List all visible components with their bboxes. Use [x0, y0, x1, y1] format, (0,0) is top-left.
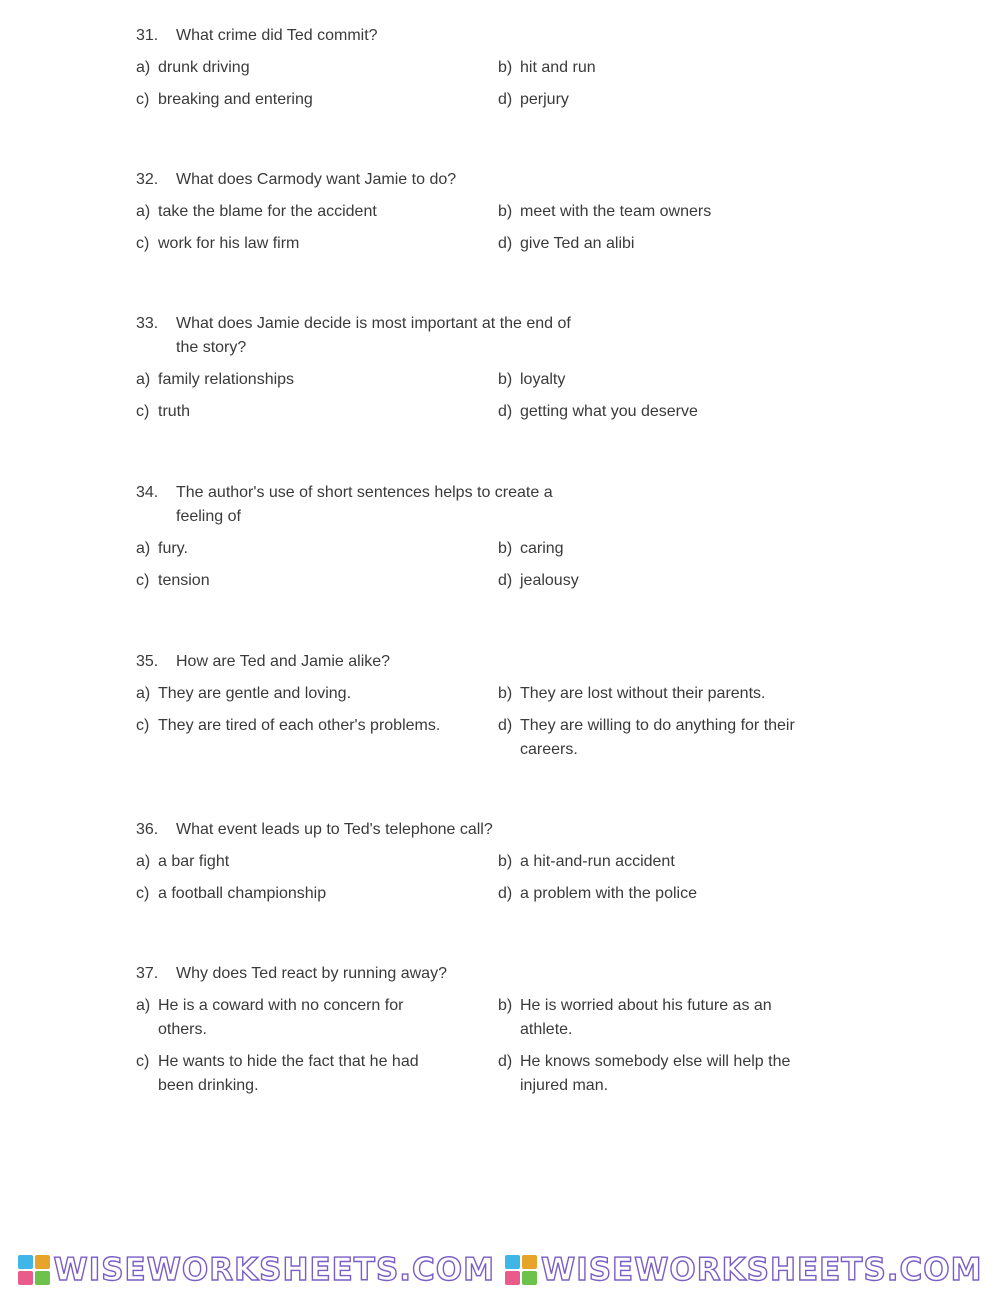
- option-b[interactable]: b) caring: [498, 540, 564, 557]
- logo-tile: [35, 1255, 50, 1269]
- logo-tile: [505, 1255, 520, 1269]
- question-text: What does Jamie decide is most important at the end of the story?: [176, 315, 571, 356]
- brand-watermark: [18, 1252, 496, 1288]
- option-c[interactable]: c) breaking and entering: [136, 91, 313, 108]
- option-c[interactable]: c) work for his law firm: [136, 235, 300, 252]
- question-text: What event leads up to Ted's telephone call?: [176, 821, 493, 838]
- option-a[interactable]: a) a bar fight: [136, 853, 230, 870]
- logo-tile: [505, 1271, 520, 1285]
- answer-options: [136, 994, 836, 1098]
- question-text: How are Ted and Jamie alike?: [176, 653, 391, 670]
- question-37: [136, 962, 836, 1098]
- brand-name: WISEWORKSHEETS.COM: [53, 1252, 495, 1288]
- question-text: What crime did Ted commit?: [176, 27, 378, 44]
- logo-tile: [35, 1271, 50, 1285]
- answer-options: [136, 682, 836, 762]
- option-b[interactable]: b) meet with the team owners: [498, 203, 712, 220]
- answer-options: [136, 200, 836, 256]
- option-a[interactable]: a) They are gentle and loving.: [136, 685, 352, 702]
- brand-name: WISEWORKSHEETS.COM: [541, 1252, 983, 1288]
- option-c[interactable]: c) truth: [136, 403, 191, 420]
- logo-tile: [522, 1271, 537, 1285]
- option-d[interactable]: d) getting what you deserve: [498, 403, 698, 420]
- question-36: [136, 818, 836, 906]
- logo-tile: [18, 1271, 33, 1285]
- question-33: [136, 312, 836, 424]
- question-32: [136, 168, 836, 256]
- option-b[interactable]: b) loyalty: [498, 371, 566, 388]
- option-c[interactable]: c) They are tired of each other's problems.: [136, 717, 441, 734]
- question-34: [136, 481, 836, 593]
- question-text: The author's use of short sentences helps to create a feeling of: [176, 484, 553, 525]
- option-a[interactable]: a) drunk driving: [136, 59, 250, 76]
- question-number: 36.: [136, 821, 159, 838]
- option-b[interactable]: b) They are lost without their parents.: [498, 685, 766, 702]
- option-b[interactable]: b) He is worried about his future as an athlete.: [498, 997, 772, 1038]
- option-a[interactable]: a) take the blame for the accident: [136, 203, 377, 220]
- question-number: 34.: [136, 484, 159, 501]
- option-c[interactable]: c) a football championship: [136, 885, 327, 902]
- option-b[interactable]: b) hit and run: [498, 59, 596, 76]
- brand-logo: [505, 1255, 537, 1285]
- brand-watermark: [505, 1252, 983, 1288]
- option-c[interactable]: c) He wants to hide the fact that he had been drinking.: [136, 1053, 419, 1094]
- option-d[interactable]: d) give Ted an alibi: [498, 235, 635, 252]
- answer-options: [136, 850, 836, 906]
- question-number: 33.: [136, 315, 159, 332]
- option-a[interactable]: a) fury.: [136, 540, 188, 557]
- option-d[interactable]: d) He knows somebody else will help the injured man.: [498, 1053, 791, 1094]
- question-number: 35.: [136, 653, 159, 670]
- question-number: 31.: [136, 27, 159, 44]
- option-d[interactable]: d) They are willing to do anything for their careers.: [498, 717, 795, 758]
- question-text: Why does Ted react by running away?: [176, 965, 447, 982]
- question-text: What does Carmody want Jamie to do?: [176, 171, 457, 188]
- option-d[interactable]: d) jealousy: [498, 572, 579, 589]
- brand-logo: [18, 1255, 50, 1285]
- option-a[interactable]: a) He is a coward with no concern for others.: [136, 997, 404, 1038]
- footer-watermark: [0, 1252, 1000, 1288]
- question-number: 37.: [136, 965, 159, 982]
- question-number: 32.: [136, 171, 159, 188]
- logo-tile: [522, 1255, 537, 1269]
- logo-tile: [18, 1255, 33, 1269]
- answer-options: [136, 537, 836, 593]
- option-c[interactable]: c) tension: [136, 572, 210, 589]
- question-31: [136, 24, 836, 112]
- question-35: [136, 650, 836, 762]
- option-b[interactable]: b) a hit-and-run accident: [498, 853, 675, 870]
- option-a[interactable]: a) family relationships: [136, 371, 295, 388]
- option-d[interactable]: d) a problem with the police: [498, 885, 697, 902]
- answer-options: [136, 368, 836, 424]
- option-d[interactable]: d) perjury: [498, 91, 569, 108]
- answer-options: [136, 56, 836, 112]
